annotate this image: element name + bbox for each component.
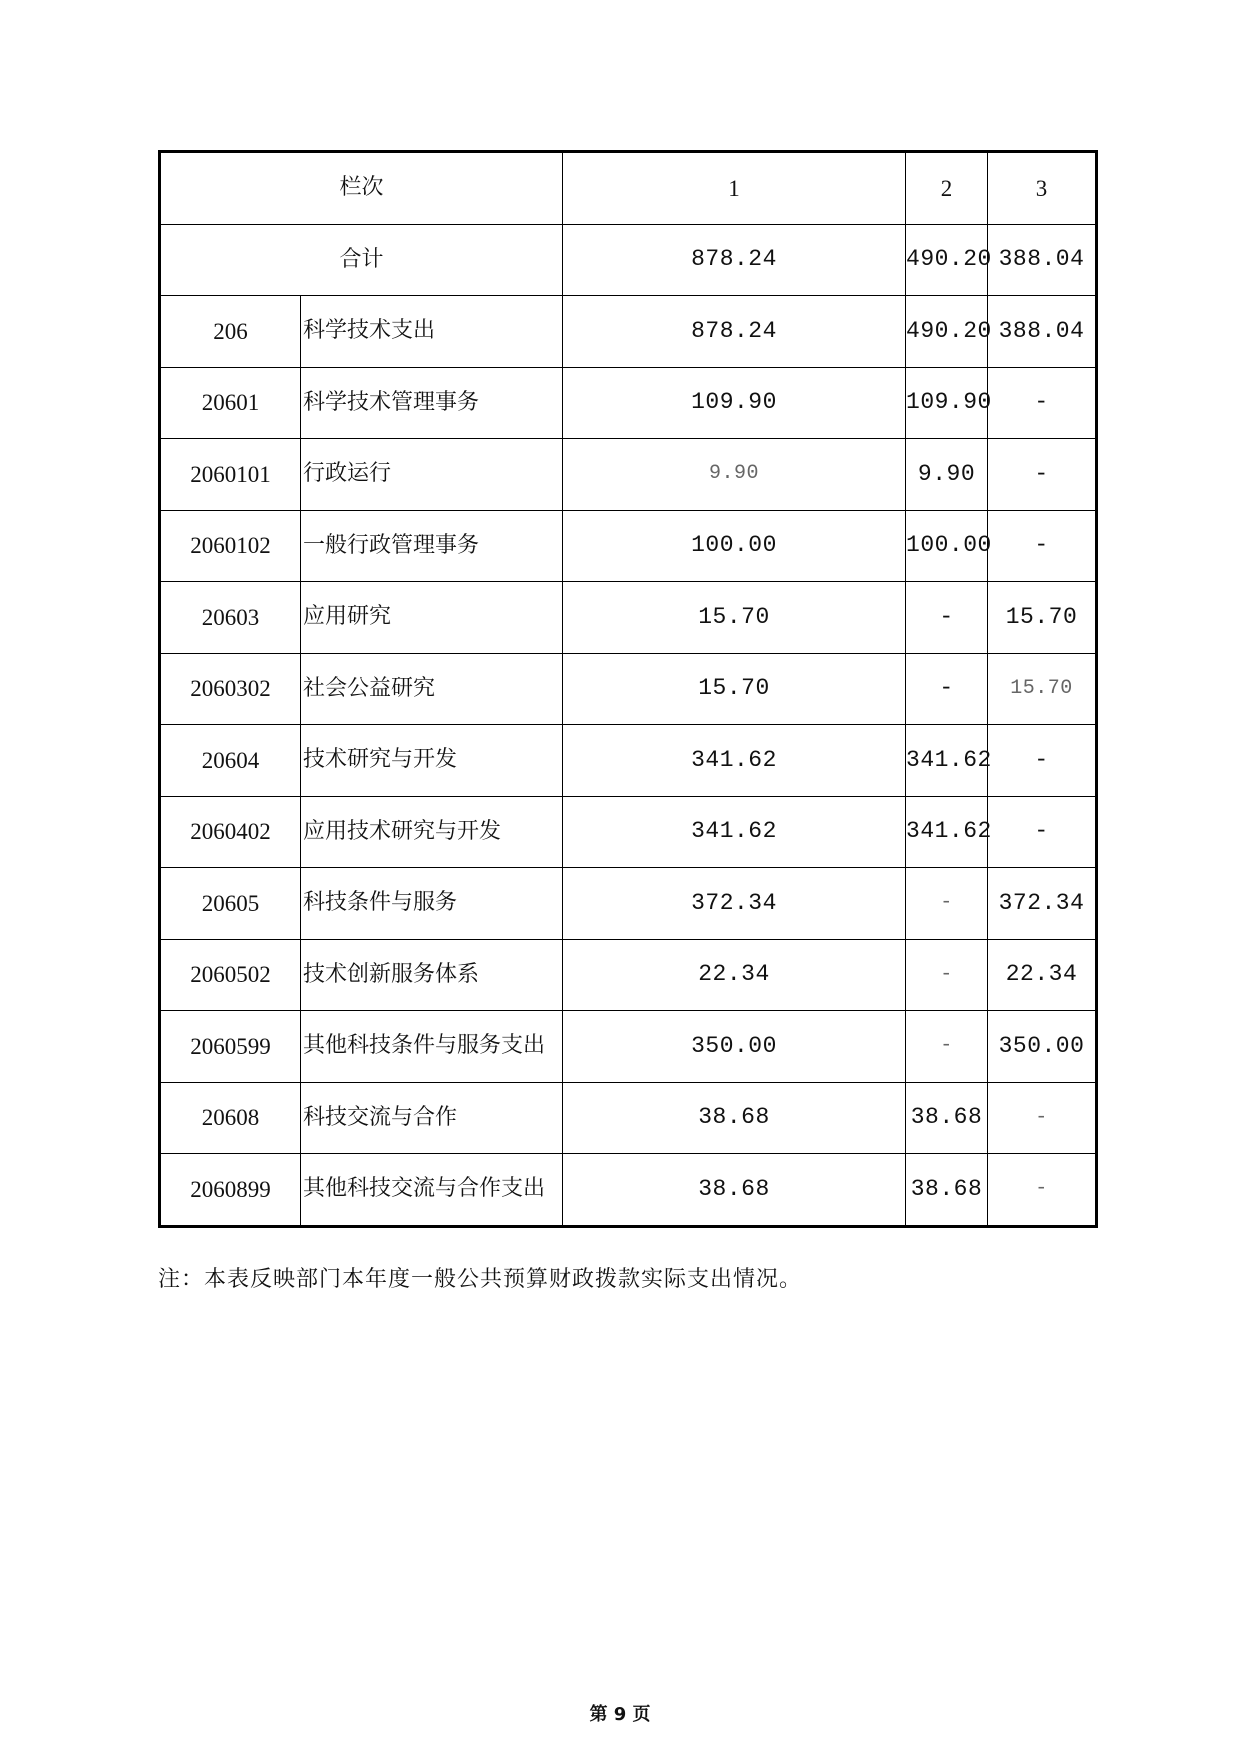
budget-table bbox=[158, 150, 1098, 1228]
row-code: 20604 bbox=[160, 725, 301, 797]
row-name: 科学技术支出 bbox=[301, 296, 563, 368]
row-col2: - bbox=[906, 868, 988, 940]
row-col3: 350.00 bbox=[988, 1011, 1097, 1083]
row-col1: 372.34 bbox=[563, 868, 906, 940]
row-col1: 350.00 bbox=[563, 1011, 906, 1083]
table-row bbox=[160, 439, 1097, 511]
table-row bbox=[160, 1082, 1097, 1154]
row-col2: - bbox=[906, 653, 988, 725]
row-name: 应用技术研究与开发 bbox=[301, 796, 563, 868]
header-col2: 2 bbox=[906, 152, 988, 225]
row-col2: 38.68 bbox=[906, 1082, 988, 1154]
row-col1: 38.68 bbox=[563, 1082, 906, 1154]
table-row bbox=[160, 796, 1097, 868]
row-name: 技术研究与开发 bbox=[301, 725, 563, 797]
row-col1: 109.90 bbox=[563, 367, 906, 439]
row-name: 技术创新服务体系 bbox=[301, 939, 563, 1011]
row-name: 科学技术管理事务 bbox=[301, 367, 563, 439]
row-col2: 341.62 bbox=[906, 725, 988, 797]
row-name: 一般行政管理事务 bbox=[301, 510, 563, 582]
row-name: 科技交流与合作 bbox=[301, 1082, 563, 1154]
row-code: 2060402 bbox=[160, 796, 301, 868]
header-col1: 1 bbox=[563, 152, 906, 225]
row-col3: 388.04 bbox=[988, 296, 1097, 368]
total-label: 合计 bbox=[160, 224, 563, 296]
row-col3: 15.70 bbox=[988, 582, 1097, 654]
row-col1: 15.70 bbox=[563, 582, 906, 654]
table-note: 注：本表反映部门本年度一般公共预算财政拨款实际支出情况。 bbox=[158, 1267, 803, 1292]
table-row bbox=[160, 939, 1097, 1011]
row-col1: 878.24 bbox=[563, 296, 906, 368]
row-code: 20608 bbox=[160, 1082, 301, 1154]
header-row bbox=[160, 152, 1097, 225]
row-col3: - bbox=[988, 1154, 1097, 1227]
table-row bbox=[160, 653, 1097, 725]
row-name: 行政运行 bbox=[301, 439, 563, 511]
row-col1: 22.34 bbox=[563, 939, 906, 1011]
header-col3: 3 bbox=[988, 152, 1097, 225]
row-col2: 341.62 bbox=[906, 796, 988, 868]
row-col3: - bbox=[988, 796, 1097, 868]
row-code: 2060502 bbox=[160, 939, 301, 1011]
row-col3: - bbox=[988, 510, 1097, 582]
row-col2: - bbox=[906, 1011, 988, 1083]
row-code: 2060599 bbox=[160, 1011, 301, 1083]
row-col2: 9.90 bbox=[906, 439, 988, 511]
header-label: 栏次 bbox=[160, 152, 563, 225]
row-col2: - bbox=[906, 939, 988, 1011]
row-name: 其他科技条件与服务支出 bbox=[301, 1011, 563, 1083]
row-code: 2060101 bbox=[160, 439, 301, 511]
row-col3: 22.34 bbox=[988, 939, 1097, 1011]
row-code: 2060102 bbox=[160, 510, 301, 582]
total-col2: 490.20 bbox=[906, 224, 988, 296]
row-name: 科技条件与服务 bbox=[301, 868, 563, 940]
row-col3: 372.34 bbox=[988, 868, 1097, 940]
row-name: 应用研究 bbox=[301, 582, 563, 654]
total-col3: 388.04 bbox=[988, 224, 1097, 296]
row-col3: - bbox=[988, 725, 1097, 797]
table-row bbox=[160, 367, 1097, 439]
row-name: 社会公益研究 bbox=[301, 653, 563, 725]
row-col1: 341.62 bbox=[563, 796, 906, 868]
row-col3: 15.70 bbox=[988, 653, 1097, 725]
row-col3: - bbox=[988, 367, 1097, 439]
row-col1: 38.68 bbox=[563, 1154, 906, 1227]
row-code: 2060302 bbox=[160, 653, 301, 725]
row-col2: 109.90 bbox=[906, 367, 988, 439]
row-col2: 490.20 bbox=[906, 296, 988, 368]
row-col1: 15.70 bbox=[563, 653, 906, 725]
total-col1: 878.24 bbox=[563, 224, 906, 296]
table-row bbox=[160, 868, 1097, 940]
row-col3: - bbox=[988, 439, 1097, 511]
row-code: 206 bbox=[160, 296, 301, 368]
table-row bbox=[160, 296, 1097, 368]
row-col2: 100.00 bbox=[906, 510, 988, 582]
row-code: 2060899 bbox=[160, 1154, 301, 1227]
row-col2: - bbox=[906, 582, 988, 654]
row-code: 20605 bbox=[160, 868, 301, 940]
row-col2: 38.68 bbox=[906, 1154, 988, 1227]
row-code: 20601 bbox=[160, 367, 301, 439]
page-number: 第 9 页 bbox=[589, 1704, 651, 1725]
table-row bbox=[160, 1011, 1097, 1083]
row-col1: 341.62 bbox=[563, 725, 906, 797]
table-row bbox=[160, 510, 1097, 582]
total-row bbox=[160, 224, 1097, 296]
table-row bbox=[160, 582, 1097, 654]
row-col1: 9.90 bbox=[563, 439, 906, 511]
row-col1: 100.00 bbox=[563, 510, 906, 582]
row-col3: - bbox=[988, 1082, 1097, 1154]
table-row bbox=[160, 725, 1097, 797]
row-code: 20603 bbox=[160, 582, 301, 654]
table-row bbox=[160, 1154, 1097, 1227]
row-name: 其他科技交流与合作支出 bbox=[301, 1154, 563, 1227]
